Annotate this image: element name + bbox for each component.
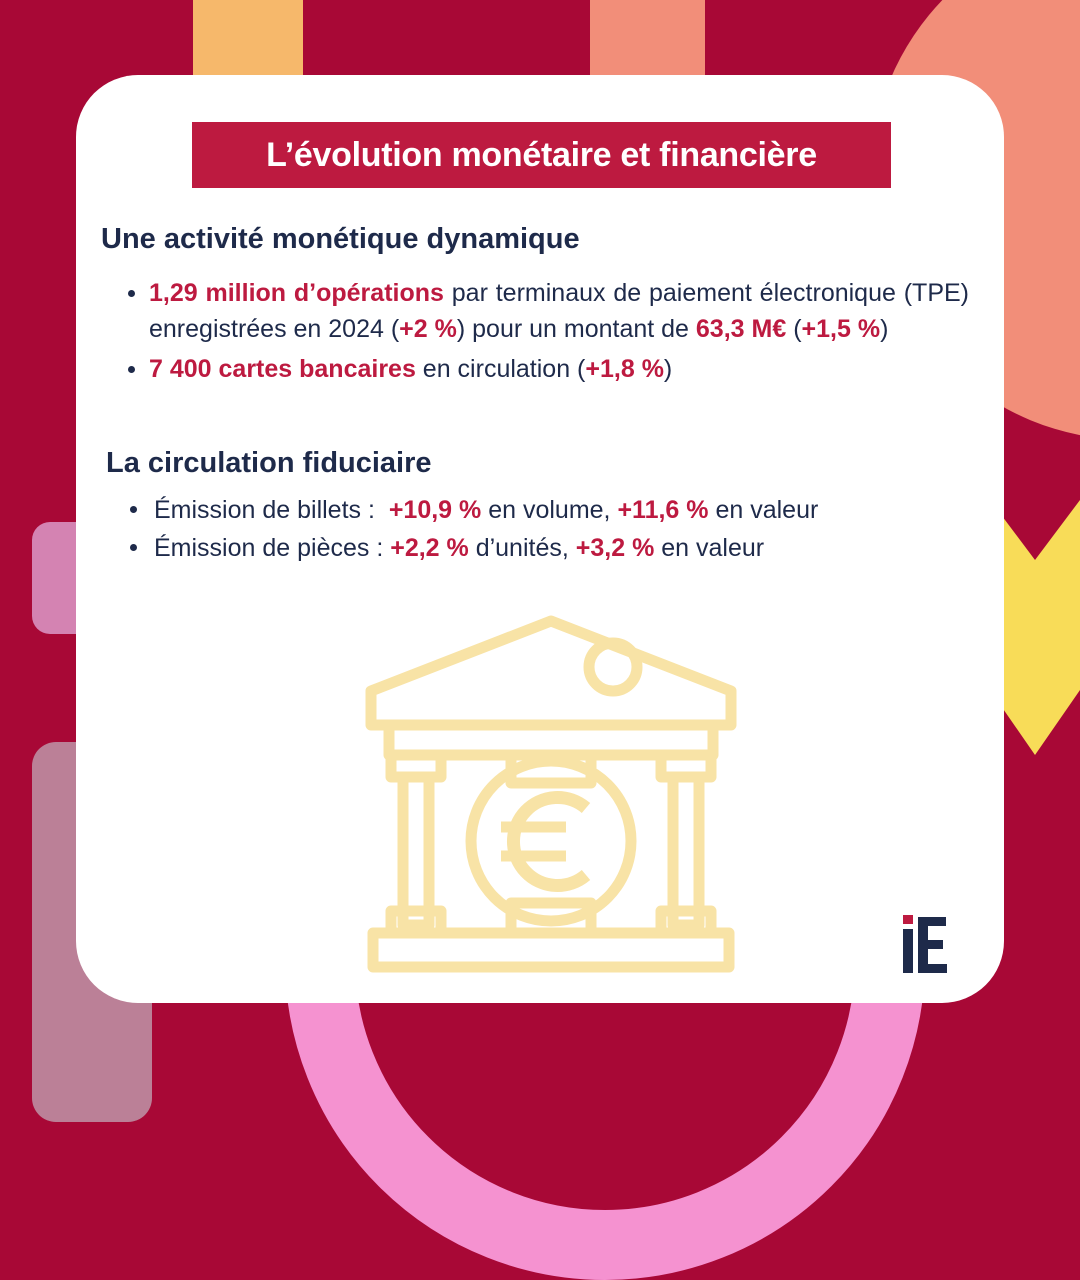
bank-euro-icon xyxy=(361,613,741,985)
page-title-text: L’évolution monétaire et financière xyxy=(266,135,817,174)
list-item: Émission de pièces : +2,2 % d’unités, +3,2 % en valeur xyxy=(154,529,974,567)
monetique-list xyxy=(149,275,969,387)
deco-orange-block xyxy=(193,0,303,80)
section-heading-fiduciaire: La circulation fiduciaire xyxy=(106,447,432,479)
page-title xyxy=(192,122,891,188)
section-heading-monetique: Une activité monétique dynamique xyxy=(101,223,580,255)
ie-logo xyxy=(901,915,949,975)
list-item: 7 400 cartes bancaires en circulation (+1,8 %) xyxy=(149,351,969,387)
list-item: 1,29 million d’opérations par terminaux de paiement électronique (TPE) enregistrées en 2024 (+2 %) pour un montant de 63,3 M€ (+1,5 %) xyxy=(149,275,969,347)
list-item: Émission de billets : +10,9 % en volume, +11,6 % en valeur xyxy=(154,491,974,529)
fiduciaire-list xyxy=(154,491,974,567)
info-card xyxy=(76,75,1004,1003)
deco-salmon-block xyxy=(590,0,705,80)
